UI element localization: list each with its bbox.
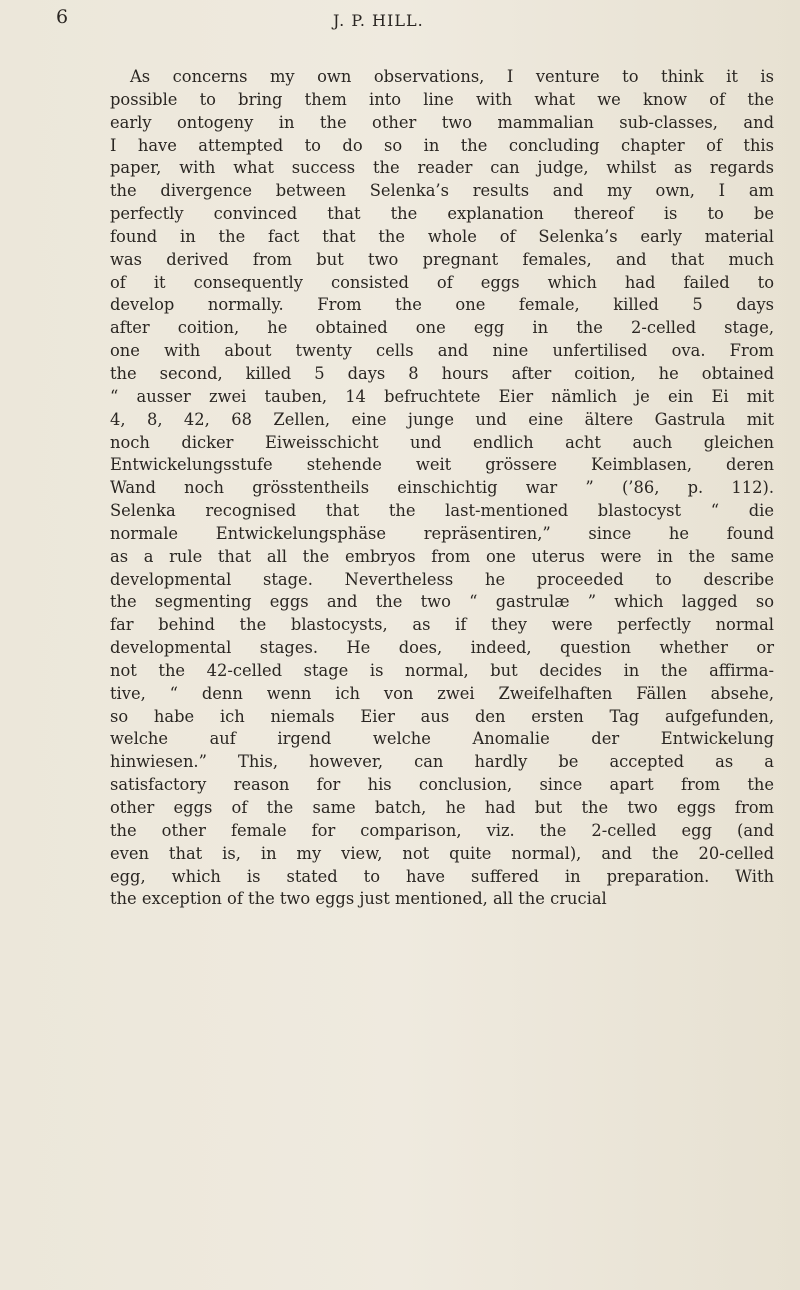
text-line: the exception of the two eggs just mentioned, all the crucial — [110, 889, 607, 909]
text-line: As concerns my own observations, I venture to think it is — [130, 67, 774, 86]
page-header — [0, 6, 800, 34]
text-line: early ontogeny in the other two mammalian sub-classes, and — [110, 112, 774, 132]
text-line: hinwiesen.” This, however, can hardly be accepted as a — [110, 752, 774, 772]
text-line: satisfactory reason for his conclusion, since apart from the — [110, 775, 774, 795]
text-line: the second, killed 5 days 8 hours after coition, he obtained — [110, 363, 774, 383]
text-line: perfectly convinced that the explanation thereof is to be — [110, 204, 774, 224]
text-line: as a rule that all the embryos from one uterus were in the same — [110, 546, 774, 566]
text-line: even that is, in my view, not quite normal), and the 20-celled — [110, 843, 774, 863]
text-line: developmental stage. Nevertheless he proceeded to describe — [110, 569, 774, 589]
text-line: Entwickelungsstufe stehende weit grössere Keimblasen, deren — [110, 455, 774, 475]
text-line: noch dicker Eiweisschicht und endlich acht auch gleichen — [110, 432, 774, 452]
text-line: the other female for comparison, viz. the 2-celled egg (and — [110, 820, 774, 840]
page-number: 6 — [56, 6, 69, 28]
body-paragraph — [110, 66, 774, 911]
running-head: J. P. HILL. — [333, 11, 424, 30]
text-line: developmental stages. He does, indeed, question whether or — [110, 638, 774, 658]
text-line: normale Entwickelungsphäse repräsentiren,” since he found — [110, 523, 774, 543]
text-line: one with about twenty cells and nine unfertilised ova. From — [110, 341, 774, 361]
text-line: was derived from but two pregnant females, and that much — [110, 249, 774, 269]
text-line: other eggs of the same batch, he had but the two eggs from — [110, 798, 774, 817]
text-line: Wand noch grösstentheils einschichtig war ” (’86, p. 112). — [110, 478, 774, 498]
text-line: welche auf irgend welche Anomalie der Entwickelung — [110, 729, 774, 749]
text-line: far behind the blastocysts, as if they were perfectly normal — [110, 615, 774, 635]
text-line: I have attempted to do so in the concluding chapter of this — [110, 135, 774, 155]
text-line: 4, 8, 42, 68 Zellen, eine junge und eine ältere Gastrula mit — [110, 409, 774, 429]
text-line: not the 42-celled stage is normal, but decides in the affirma- — [110, 660, 774, 680]
text-line: the segmenting eggs and the two “ gastrulæ ” which lagged so — [110, 592, 774, 612]
text-line: Selenka recognised that the last-mentioned blastocyst “ die — [110, 501, 774, 521]
text-line: so habe ich niemals Eier aus den ersten Tag aufgefunden, — [110, 706, 774, 726]
text-line: the divergence between Selenka’s results and my own, I am — [110, 181, 774, 201]
text-line: egg, which is stated to have suffered in preparation. With — [110, 866, 774, 886]
text-line: paper, with what success the reader can judge, whilst as regards — [110, 158, 774, 178]
text-line: found in the fact that the whole of Selenka’s early material — [110, 226, 774, 246]
text-line: of it consequently consisted of eggs which had failed to — [110, 272, 774, 292]
text-line: “ ausser zwei tauben, 14 befruchtete Eier nämlich je ein Ei mit — [110, 386, 774, 406]
text-line: tive, “ denn wenn ich von zwei Zweifelhaften Fällen absehe, — [110, 683, 774, 703]
text-line: possible to bring them into line with what we know of the — [110, 89, 774, 109]
text-line: after coition, he obtained one egg in the 2-celled stage, — [110, 318, 774, 338]
text-line: develop normally. From the one female, killed 5 days — [110, 295, 774, 315]
